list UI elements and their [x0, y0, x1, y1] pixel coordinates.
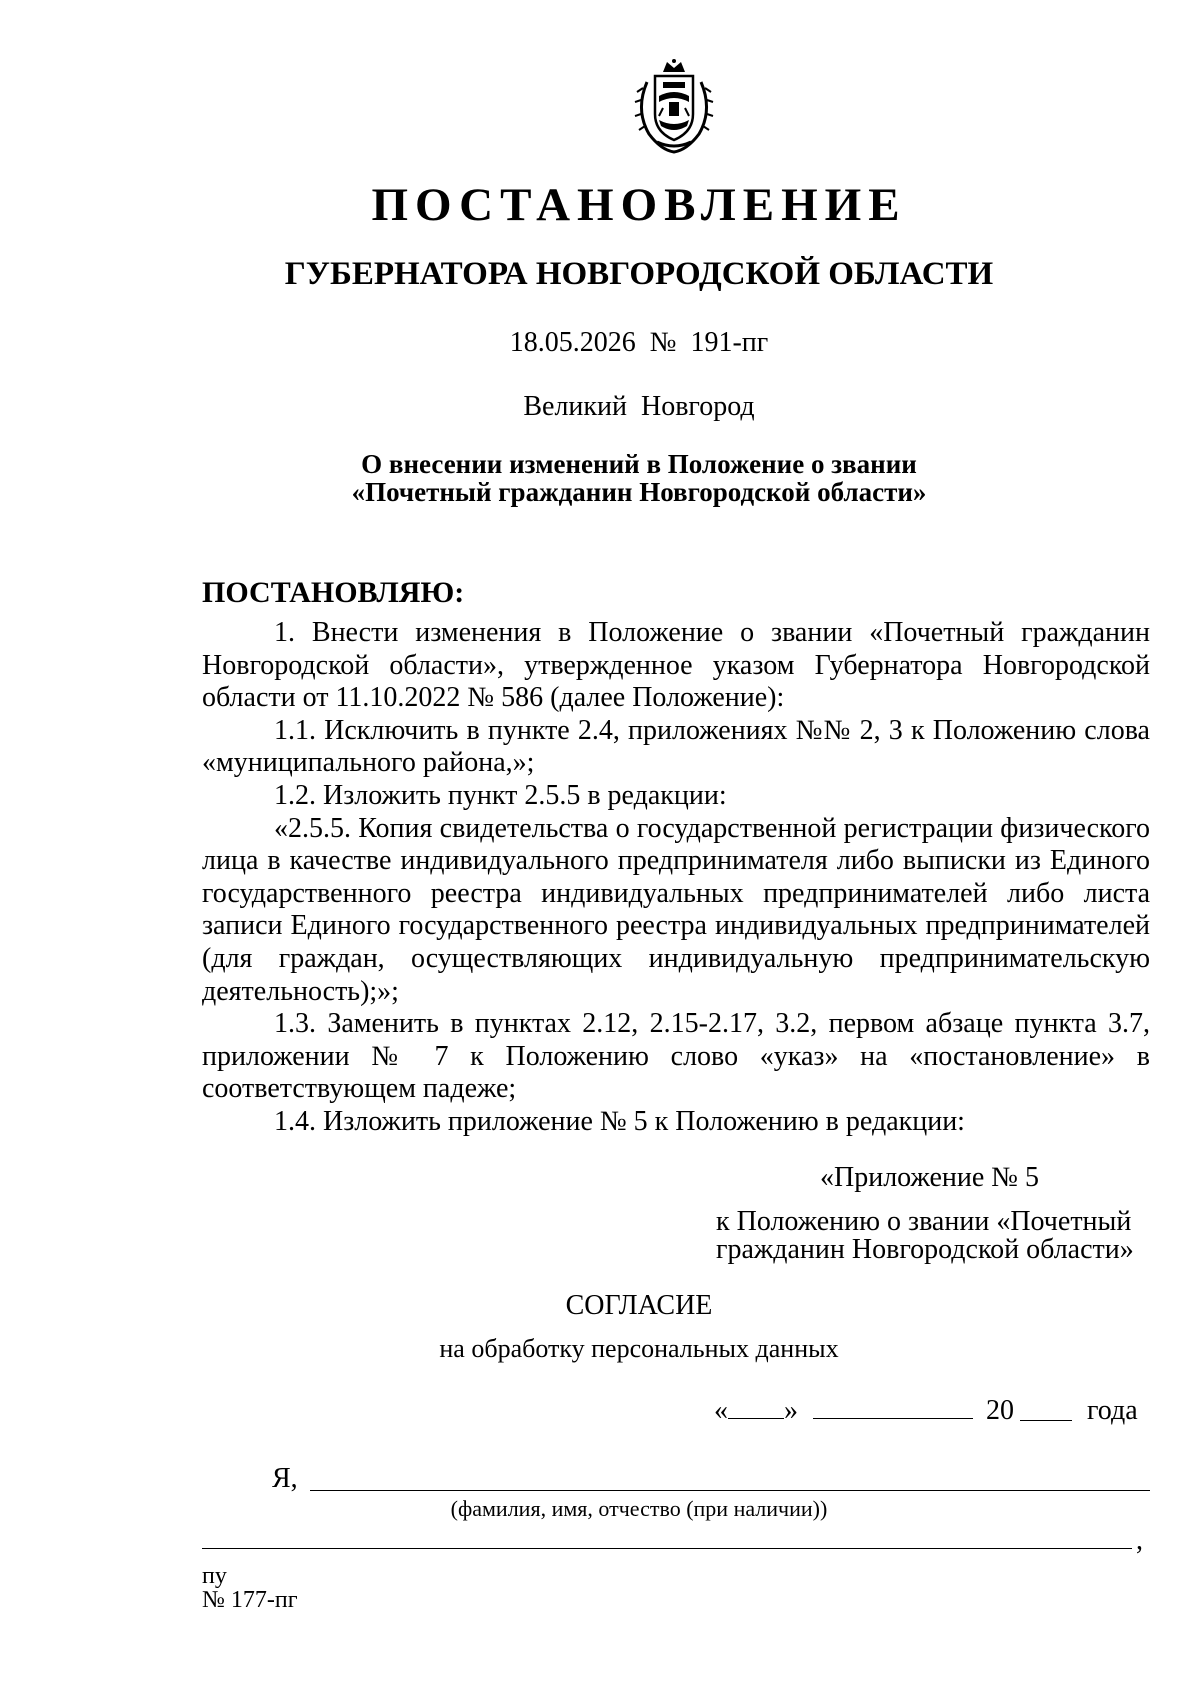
subject-line-2: «Почетный гражданин Новгородской области» [351, 477, 927, 507]
footer-note [202, 1564, 298, 1612]
footer-line-1: пу [202, 1563, 227, 1589]
document-title: ПОСТАНОВЛЕНИЕ [371, 179, 907, 231]
paragraph: «2.5.5. Копия свидетельства о государственной регистрации физического лица в качестве индивидуального предпринимателя либо выписки из Единого государственного реестра индивидуальных предпринимателей либо листа записи Единого государственного реестра индивидуальных предпринимателей (для граждан, осуществляющих индивидуальную предпринимательскую деятельность);»; [202, 812, 1150, 1007]
year-blank [1020, 1394, 1072, 1421]
month-blank [813, 1392, 973, 1419]
paragraph: 1. Внести изменения в Положение о звании «Почетный гражданин Новгородской области», утвержденное указом Губернатора Новгородской области от 11.10.2022 № 586 (далее Положение): [202, 617, 1150, 714]
footer-line-2: № 177-пг [202, 1587, 298, 1613]
document-issuer: ГУБЕРНАТОРА НОВГОРОДСКОЙ ОБЛАСТИ [284, 256, 994, 292]
blank-line [202, 1548, 1132, 1549]
line-comma: , [1136, 1525, 1143, 1556]
resolve-heading: ПОСТАНОВЛЯЮ: [202, 576, 465, 609]
coat-of-arms-emblem [633, 58, 715, 154]
year-prefix: 20 [986, 1395, 1014, 1426]
consent-ya: Я, [272, 1463, 298, 1494]
paragraph: 1.2. Изложить пункт 2.5.5 в редакции: [274, 779, 727, 811]
day-blank [728, 1392, 784, 1419]
appendix-reference [716, 1208, 1134, 1264]
appendix-line-1: к Положению о звании «Почетный [716, 1206, 1132, 1237]
year-word: года [1087, 1395, 1138, 1426]
consent-title: СОГЛАСИЕ [565, 1290, 713, 1321]
quote-open: « [714, 1395, 728, 1426]
paragraph: 1.4. Изложить приложение № 5 к Положению в редакции: [274, 1105, 965, 1137]
consent-subtitle: на обработку персональных данных [439, 1334, 839, 1363]
paragraph: 1.3. Заменить в пунктах 2.12, 2.15-2.17, 3.2, первом абзаце пункта 3.7, приложении № 7 к Положению слово «указ» на «постановление» в соответствующем падеже; [202, 1008, 1150, 1105]
fio-hint: (фамилия, имя, отчество (при наличии)) [450, 1496, 828, 1521]
quote-close: » [784, 1395, 798, 1426]
document-date-number: 18.05.2026 № 191-пг [509, 327, 769, 358]
name-blank-line [310, 1490, 1150, 1491]
appendix-title: «Приложение № 5 [820, 1162, 1039, 1193]
document-city: Великий Новгород [523, 391, 755, 422]
document-subject [0, 450, 1200, 506]
appendix-line-2: гражданин Новгородской области» [716, 1234, 1134, 1265]
subject-line-1: О внесении изменений в Положение о звании [361, 449, 917, 479]
paragraph: 1.1. Исключить в пункте 2.4, приложениях №№ 2, 3 к Положению слова «муниципального района,»; [202, 714, 1150, 779]
consent-date-blank [714, 1392, 1138, 1428]
document-body [202, 617, 1150, 1139]
